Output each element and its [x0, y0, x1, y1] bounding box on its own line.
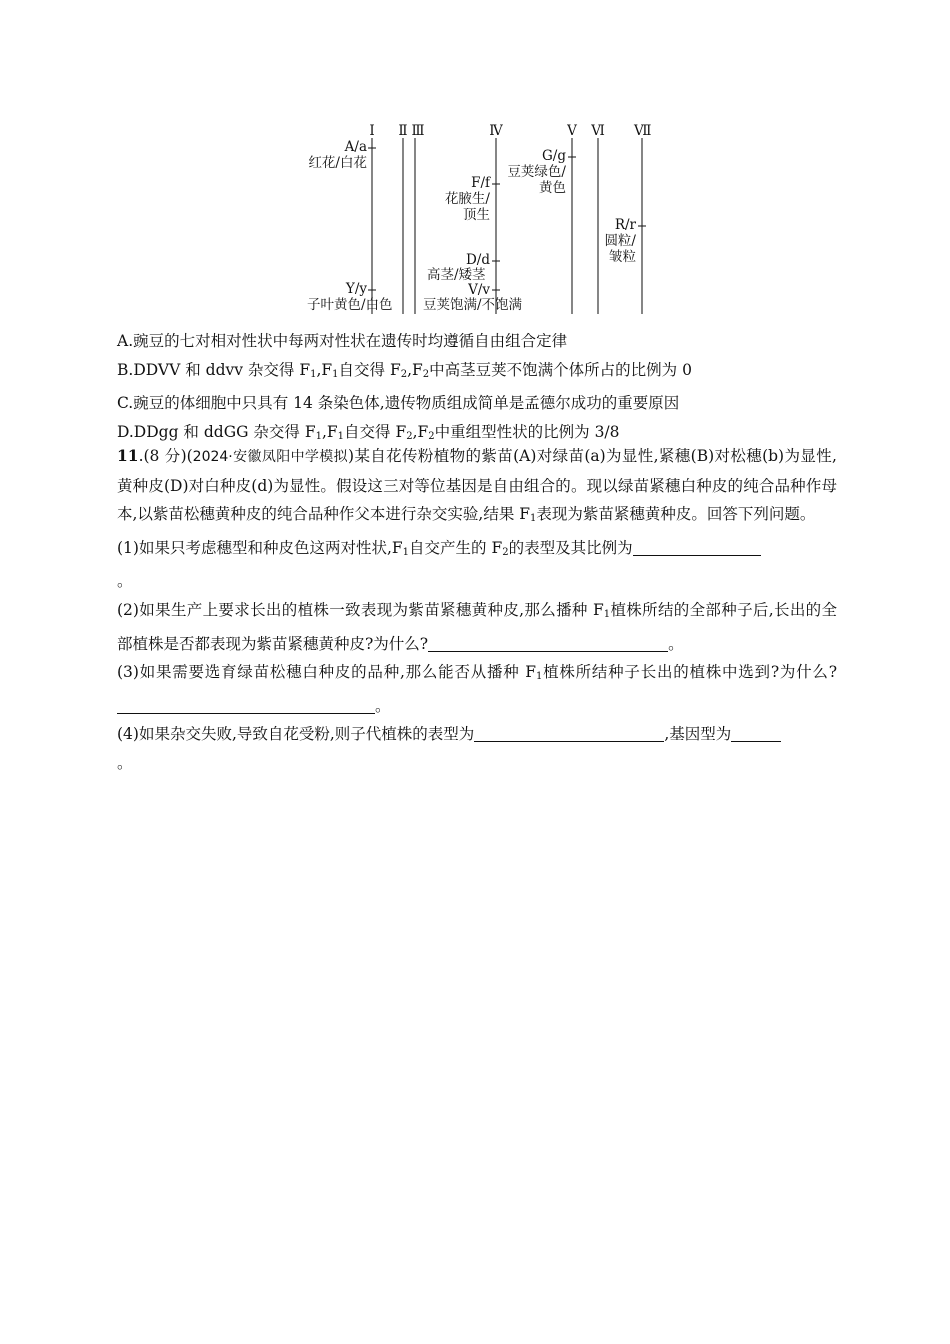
chromosome-label-4: Ⅳ	[489, 123, 503, 139]
chromosome-label-7: Ⅶ	[634, 123, 652, 139]
gene-aa-label: A/a	[344, 139, 367, 155]
answer-blank-4b[interactable]	[731, 724, 781, 742]
answer-blank-1[interactable]	[633, 538, 761, 556]
question-11	[117, 442, 837, 778]
sub-question-1: (1)如果只考虑穗型和种皮色这两对性状$,F_1$自交产生的 $F_2$的表型及其比例为 。	[117, 534, 837, 596]
sub-question-2: (2)如果生产上要求长出的植株一致表现为紫苗紧穗黄种皮,那么播种 $F_1$植株所结的全部种子后,长出的全部植株是否都表现为紫苗紧穗黄种皮?为什么? 。	[117, 600, 837, 653]
option-c: C.豌豆的体细胞中只具有 14 条染色体,遗传物质组成简单是孟德尔成功的重要原因	[117, 394, 680, 413]
sub-question-4: (4)如果杂交失败,导致自花受粉,则子代植株的表型为 ,基因型为 。	[117, 720, 837, 777]
chromosome-label-2: Ⅱ	[398, 123, 408, 139]
gene-dd-trait: 高茎/矮茎	[427, 267, 486, 283]
gene-ff-trait-2: 顶生	[463, 207, 490, 223]
gene-vv-trait: 豆荚饱满/不饱满	[423, 297, 523, 313]
question-source: 2024·安徽凤阳中学模拟	[192, 449, 349, 465]
gene-rr-label: R/r	[614, 217, 636, 233]
gene-gg-label: G/g	[542, 148, 566, 164]
gene-dd-label: D/d	[465, 252, 490, 268]
chromosome-label-6: Ⅵ	[591, 123, 605, 139]
gene-rr-trait-1: 圆粒/	[604, 233, 636, 249]
gene-aa-trait: 红花/白花	[308, 155, 367, 171]
chromosome-label-3: Ⅲ	[411, 123, 425, 139]
sub-question-3: (3)如果需要选育绿苗松穗白种皮的品种,那么能否从播种 $F_1$植株所结种子长出的植株中选到?为什么?。	[117, 663, 837, 715]
answer-blank-4a[interactable]	[474, 724, 664, 742]
chromosome-label-1: Ⅰ	[369, 123, 375, 139]
option-d: D.DDgg 和 ddGG 杂交得 $F_1,F_1$自交得 $F_2,F_2$中重组型性状的比例为 3/8	[117, 422, 620, 442]
gene-gg-trait-1: 豆荚绿色/	[507, 164, 566, 180]
gene-rr-trait-2: 皱粒	[609, 249, 636, 265]
gene-yy-label: Y/y	[345, 281, 367, 297]
gene-ff-label: F/f	[471, 175, 490, 191]
gene-vv-label: V/v	[468, 282, 490, 298]
option-b: B.DDVV 和 ddvv 杂交得 $F_1,F_1$自交得 $F_2,F_2$中高茎豆荚不饱满个体所占的比例为 0	[117, 360, 692, 380]
gene-yy-trait: 子叶黄色/白色	[307, 297, 393, 313]
chromosome-diagram	[290, 118, 670, 318]
gene-ff-trait-1: 花腋生/	[444, 191, 490, 207]
answer-options	[117, 327, 837, 451]
answer-blank-3[interactable]	[117, 696, 375, 714]
question-stem: 11.(8 分)(2024·安徽凤阳中学模拟)某自花传粉植物的紫苗(A)对绿苗(a)为显性,紧穗(B)对松穗(b)为显性,黄种皮(D)对白种皮(d)为显性。假设这三对等位基因是自由组合的。现以绿苗紧穗白种皮的纯合品种作母本,以紫苗松穗黄种皮的纯合品种作父本进行杂交实验,结果 $F_1$表现为紫苗紧穗黄种皮。回答下列问题。	[117, 446, 837, 525]
option-a: A.豌豆的七对相对性状中每两对性状在遗传时均遵循自由组合定律	[117, 332, 568, 350]
answer-blank-2[interactable]	[428, 634, 668, 652]
gene-gg-trait-2: 黄色	[539, 180, 566, 196]
question-number: 11	[117, 446, 139, 465]
chromosome-label-5: Ⅴ	[567, 123, 577, 139]
